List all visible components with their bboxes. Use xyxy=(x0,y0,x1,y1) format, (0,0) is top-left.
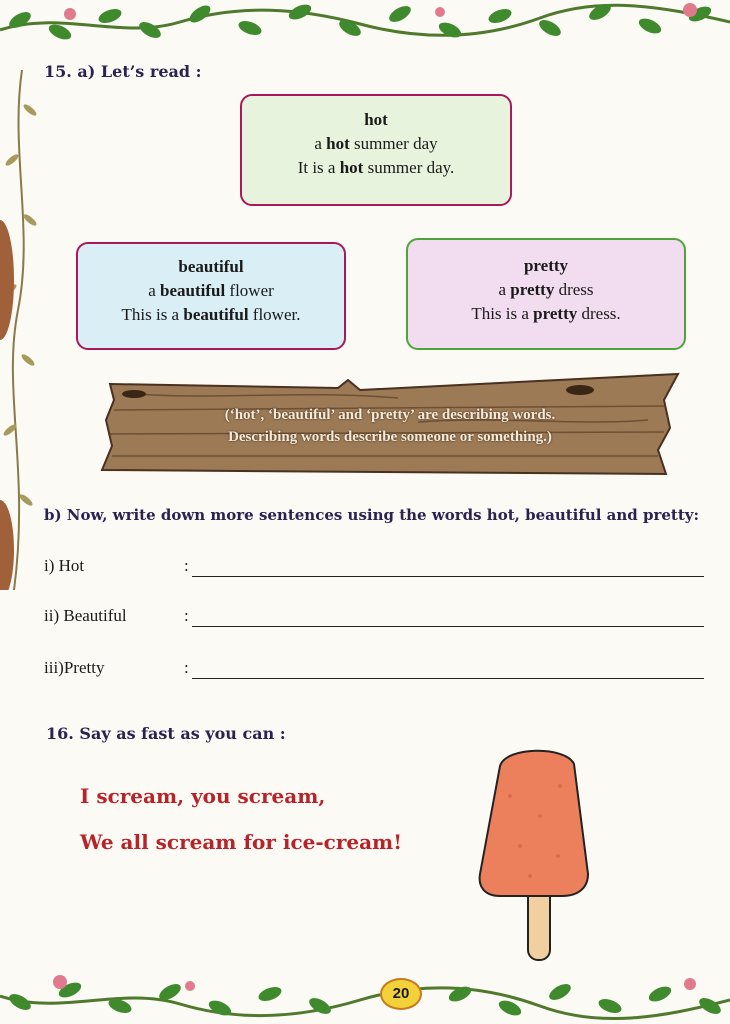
card-hot-phrase: a hot summer day xyxy=(314,134,438,153)
answer-line-pretty[interactable] xyxy=(192,678,704,679)
rhyme-line-1: I scream, you scream, xyxy=(80,784,326,808)
page-number: 20 xyxy=(380,978,422,1010)
bottom-vine-border xyxy=(0,966,730,1024)
answer-row-pretty xyxy=(44,658,704,688)
left-vine-decoration xyxy=(0,70,44,590)
answer-row-hot xyxy=(44,556,704,586)
card-beautiful-sentence: This is a beautiful flower. xyxy=(121,305,301,324)
card-pretty xyxy=(406,238,686,350)
part-b-heading: b) Now, write down more sentences using the words hot, beautiful and pretty: xyxy=(44,506,700,524)
rhyme-line-2: We all scream for ice-cream! xyxy=(80,830,403,854)
card-beautiful-title: beautiful xyxy=(178,257,244,276)
board-text-line2: Describing words describe someone or something.) xyxy=(228,429,552,445)
question-16-heading: 16. Say as fast as you can : xyxy=(46,724,286,743)
card-beautiful xyxy=(76,242,346,350)
card-hot-title: hot xyxy=(364,110,388,129)
card-beautiful-phrase: a beautiful flower xyxy=(148,281,274,300)
answer-line-hot[interactable] xyxy=(192,576,704,577)
board-text xyxy=(110,404,670,448)
answer-label-hot: i) Hot xyxy=(44,556,85,575)
ice-lolly-illustration xyxy=(470,746,600,966)
answer-label-pretty: iii)Pretty xyxy=(44,658,105,677)
card-pretty-sentence: This is a pretty dress. xyxy=(471,304,621,323)
card-pretty-phrase: a pretty dress xyxy=(498,280,594,299)
card-pretty-title: pretty xyxy=(523,256,569,275)
answer-colon: : xyxy=(184,556,189,575)
answer-row-beautiful xyxy=(44,606,704,636)
answer-colon: : xyxy=(184,658,189,677)
card-hot-sentence: It is a hot summer day. xyxy=(297,158,455,177)
answer-colon: : xyxy=(184,606,189,625)
top-vine-border xyxy=(0,0,730,46)
answer-label-beautiful: ii) Beautiful xyxy=(44,606,127,625)
board-text-line1: (‘hot’, ‘beautiful’ and ‘pretty’ are describing words. xyxy=(224,407,556,423)
question-15-heading: 15. a) Let’s read : xyxy=(44,62,202,81)
answer-line-beautiful[interactable] xyxy=(192,626,704,627)
card-hot xyxy=(240,94,512,206)
